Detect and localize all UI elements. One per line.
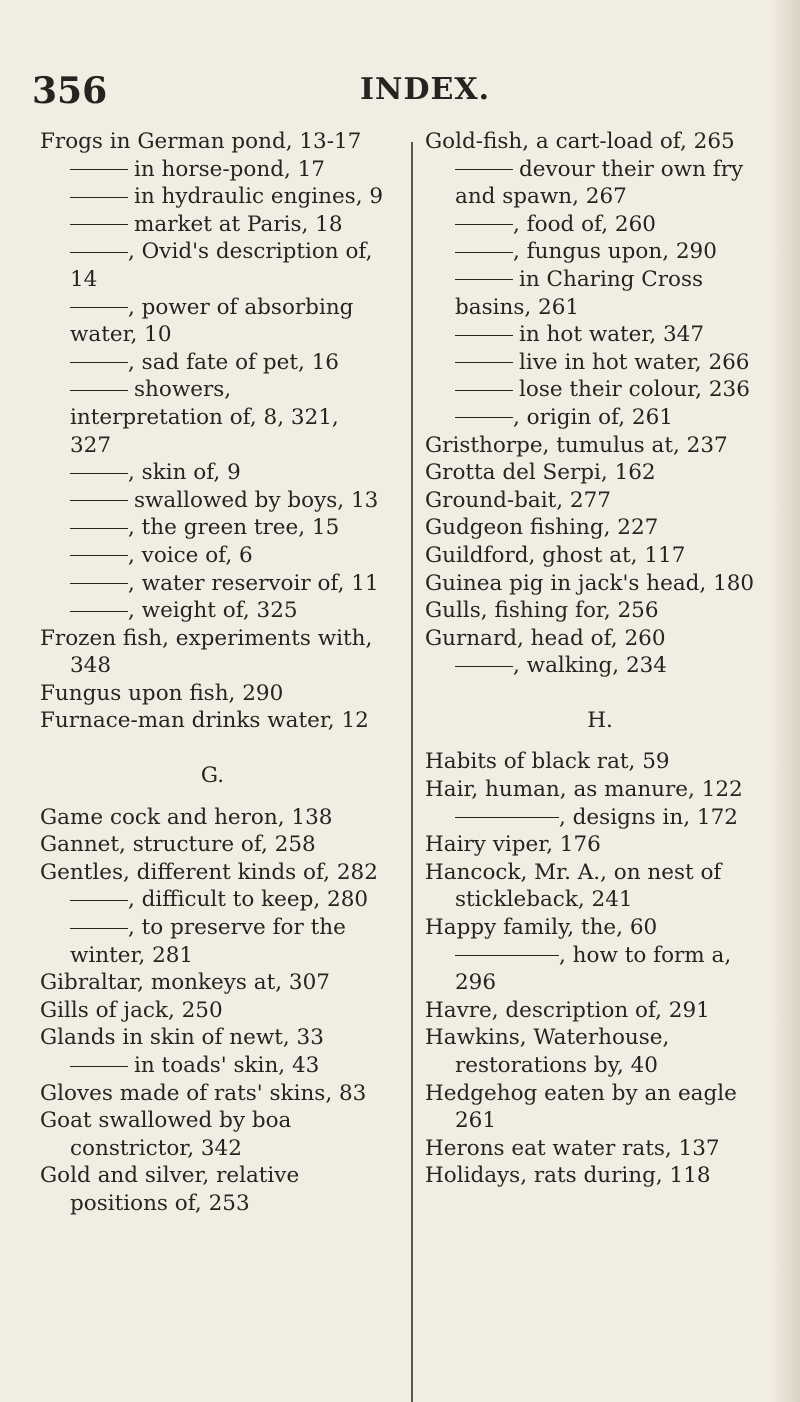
ditto-dash bbox=[455, 955, 559, 956]
ditto-dash bbox=[70, 473, 128, 474]
ditto-dash bbox=[70, 362, 128, 363]
index-subentry bbox=[40, 597, 385, 625]
index-subentry bbox=[40, 349, 385, 377]
index-subentry bbox=[40, 156, 385, 184]
subentry-text: , voice of, 6 bbox=[128, 542, 253, 568]
index-subentry bbox=[425, 376, 775, 404]
index-entry: Hancock, Mr. A., on nest of stickleback, 241 bbox=[425, 859, 722, 913]
index-entry: Gills of jack, 250 bbox=[40, 997, 223, 1023]
ditto-dash bbox=[70, 555, 128, 556]
index-entry: Gudgeon fishing, 227 bbox=[425, 515, 659, 541]
subentry-text: , difficult to keep, 280 bbox=[128, 887, 369, 913]
index-subentry bbox=[425, 266, 775, 321]
index-entry: Gold and silver, relative positions of, 253 bbox=[40, 1163, 300, 1216]
ditto-dash bbox=[455, 252, 513, 253]
index-subentry bbox=[425, 211, 775, 239]
subentry-text: market at Paris, 18 bbox=[134, 211, 343, 237]
index-entry: Fungus upon fish, 290 bbox=[40, 680, 284, 706]
index-subentry bbox=[40, 294, 385, 349]
page-number: 356 bbox=[32, 70, 108, 112]
subentry-text: , Ovid's description of, 14 bbox=[70, 239, 373, 292]
subentry-text: , designs in, 172 bbox=[559, 804, 738, 830]
index-subentry bbox=[425, 942, 775, 997]
ditto-dash bbox=[70, 928, 128, 929]
ditto-dash bbox=[70, 197, 128, 198]
index-subentry bbox=[40, 914, 385, 969]
ditto-dash bbox=[455, 224, 513, 225]
index-entry: Holidays, rats during, 118 bbox=[425, 1163, 711, 1189]
subentry-text: in toads' skin, 43 bbox=[134, 1053, 320, 1078]
index-entry: Guinea pig in jack's head, 180 bbox=[425, 570, 755, 596]
index-entry: Gibraltar, monkeys at, 307 bbox=[40, 970, 330, 996]
subentry-text: showers, interpretation of, 8, 321, 327 bbox=[70, 377, 339, 458]
ditto-dash bbox=[70, 307, 128, 308]
index-entry: Ground-bait, 277 bbox=[425, 487, 611, 513]
index-subentry bbox=[40, 886, 385, 914]
subentry-text: , to preserve for the winter, 281 bbox=[70, 915, 346, 968]
index-entry: Gurnard, head of, 260 bbox=[425, 625, 666, 651]
subentry-text: , origin of, 261 bbox=[513, 404, 673, 430]
index-entry: Grotta del Serpi, 162 bbox=[425, 460, 656, 486]
subentry-text: , the green tree, 15 bbox=[128, 515, 340, 541]
ditto-dash bbox=[455, 279, 513, 280]
subentry-text: , fungus upon, 290 bbox=[513, 239, 717, 265]
ditto-dash bbox=[455, 362, 513, 363]
ditto-dash bbox=[70, 528, 128, 529]
index-entry: Gulls, fishing for, 256 bbox=[425, 598, 659, 624]
index-subentry bbox=[40, 487, 385, 515]
index-entry: Furnace-man drinks water, 12 bbox=[40, 708, 369, 734]
index-entry: Game cock and heron, 138 bbox=[40, 804, 333, 830]
subentry-text: , skin of, 9 bbox=[128, 460, 241, 486]
ditto-dash bbox=[70, 169, 128, 170]
index-entry: Guildford, ghost at, 117 bbox=[425, 542, 686, 568]
index-entry: Hedgehog eaten by an eagle 261 bbox=[425, 1080, 737, 1134]
index-subentry bbox=[425, 804, 775, 832]
column-divider bbox=[411, 142, 413, 1402]
index-entry: Gold-fish, a cart-load of, 265 bbox=[425, 129, 735, 154]
index-entry: Gristhorpe, tumulus at, 237 bbox=[425, 432, 728, 458]
index-subentry bbox=[40, 1052, 385, 1080]
ditto-dash bbox=[455, 390, 513, 391]
subentry-text: swallowed by boys, 13 bbox=[134, 487, 379, 513]
subentry-text: , power of absorbing water, 10 bbox=[70, 294, 354, 348]
ditto-dash bbox=[70, 1066, 128, 1067]
running-head: INDEX. bbox=[360, 72, 491, 107]
index-entry: Havre, description of, 291 bbox=[425, 997, 710, 1023]
section-letter-heading: G. bbox=[200, 763, 225, 789]
subentry-text: , walking, 234 bbox=[513, 653, 667, 679]
index-entry: Hairy viper, 176 bbox=[425, 832, 601, 858]
subentry-text: in Charing Cross basins, 261 bbox=[455, 266, 704, 320]
index-entry: Gannet, structure of, 258 bbox=[40, 832, 316, 858]
index-subentry bbox=[425, 238, 775, 266]
left-column bbox=[40, 128, 385, 1218]
index-subentry bbox=[40, 459, 385, 487]
subentry-text: in hot water, 347 bbox=[519, 322, 705, 348]
index-subentry bbox=[425, 652, 775, 680]
index-entry: Herons eat water rats, 137 bbox=[425, 1135, 720, 1161]
index-entry: Goat swallowed by boa constrictor, 342 bbox=[40, 1108, 292, 1161]
index-entry: Hawkins, Waterhouse, restorations by, 40 bbox=[425, 1025, 670, 1078]
ditto-dash bbox=[455, 666, 513, 667]
page-header bbox=[0, 70, 800, 120]
index-subentry bbox=[425, 404, 775, 432]
ditto-dash bbox=[455, 817, 559, 818]
index-entry: Hair, human, as manure, 122 bbox=[425, 777, 743, 803]
index-entry: Happy family, the, 60 bbox=[425, 915, 658, 941]
subentry-text: , food of, 260 bbox=[513, 211, 656, 237]
index-subentry bbox=[40, 542, 385, 570]
subentry-text: devour their own fry and spawn, 267 bbox=[455, 156, 744, 210]
index-subentry bbox=[40, 514, 385, 542]
index-subentry bbox=[40, 211, 385, 239]
index-subentry bbox=[40, 238, 385, 293]
ditto-dash bbox=[455, 417, 513, 418]
ditto-dash bbox=[70, 390, 128, 391]
ditto-dash bbox=[70, 500, 128, 501]
index-subentry bbox=[40, 570, 385, 598]
subentry-text: , sad fate of pet, 16 bbox=[128, 349, 339, 375]
ditto-dash bbox=[70, 900, 128, 901]
index-subentry bbox=[425, 349, 775, 377]
subentry-text: , weight of, 325 bbox=[128, 598, 298, 624]
subentry-text: in hydraulic engines, 9 bbox=[134, 184, 384, 210]
subentry-text: live in hot water, 266 bbox=[519, 349, 750, 375]
right-column bbox=[425, 128, 775, 1190]
index-subentry bbox=[425, 321, 775, 349]
index-entry: Gloves made of rats' skins, 83 bbox=[40, 1080, 367, 1106]
ditto-dash bbox=[70, 224, 128, 225]
index-subentry bbox=[40, 376, 385, 459]
subentry-text: , how to form a, 296 bbox=[455, 942, 732, 996]
subentry-text: , water reservoir of, 11 bbox=[128, 570, 379, 596]
ditto-dash bbox=[455, 169, 513, 170]
subentry-text: in horse-pond, 17 bbox=[134, 156, 325, 182]
ditto-dash bbox=[70, 611, 128, 612]
ditto-dash bbox=[455, 335, 513, 336]
ditto-dash bbox=[70, 583, 128, 584]
index-entry: Habits of black rat, 59 bbox=[425, 749, 670, 775]
page-edge-shadow bbox=[770, 0, 800, 1402]
section-letter-heading: H. bbox=[587, 707, 613, 733]
index-entry: Frogs in German pond, 13-17 bbox=[40, 129, 362, 154]
ditto-dash bbox=[70, 252, 128, 253]
index-subentry bbox=[425, 156, 775, 211]
index-subentry bbox=[40, 183, 385, 211]
subentry-text: lose their colour, 236 bbox=[519, 377, 750, 403]
index-entry: Frozen fish, experiments with, 348 bbox=[40, 625, 373, 679]
index-entry: Glands in skin of newt, 33 bbox=[40, 1025, 324, 1051]
index-entry: Gentles, different kinds of, 282 bbox=[40, 859, 378, 885]
